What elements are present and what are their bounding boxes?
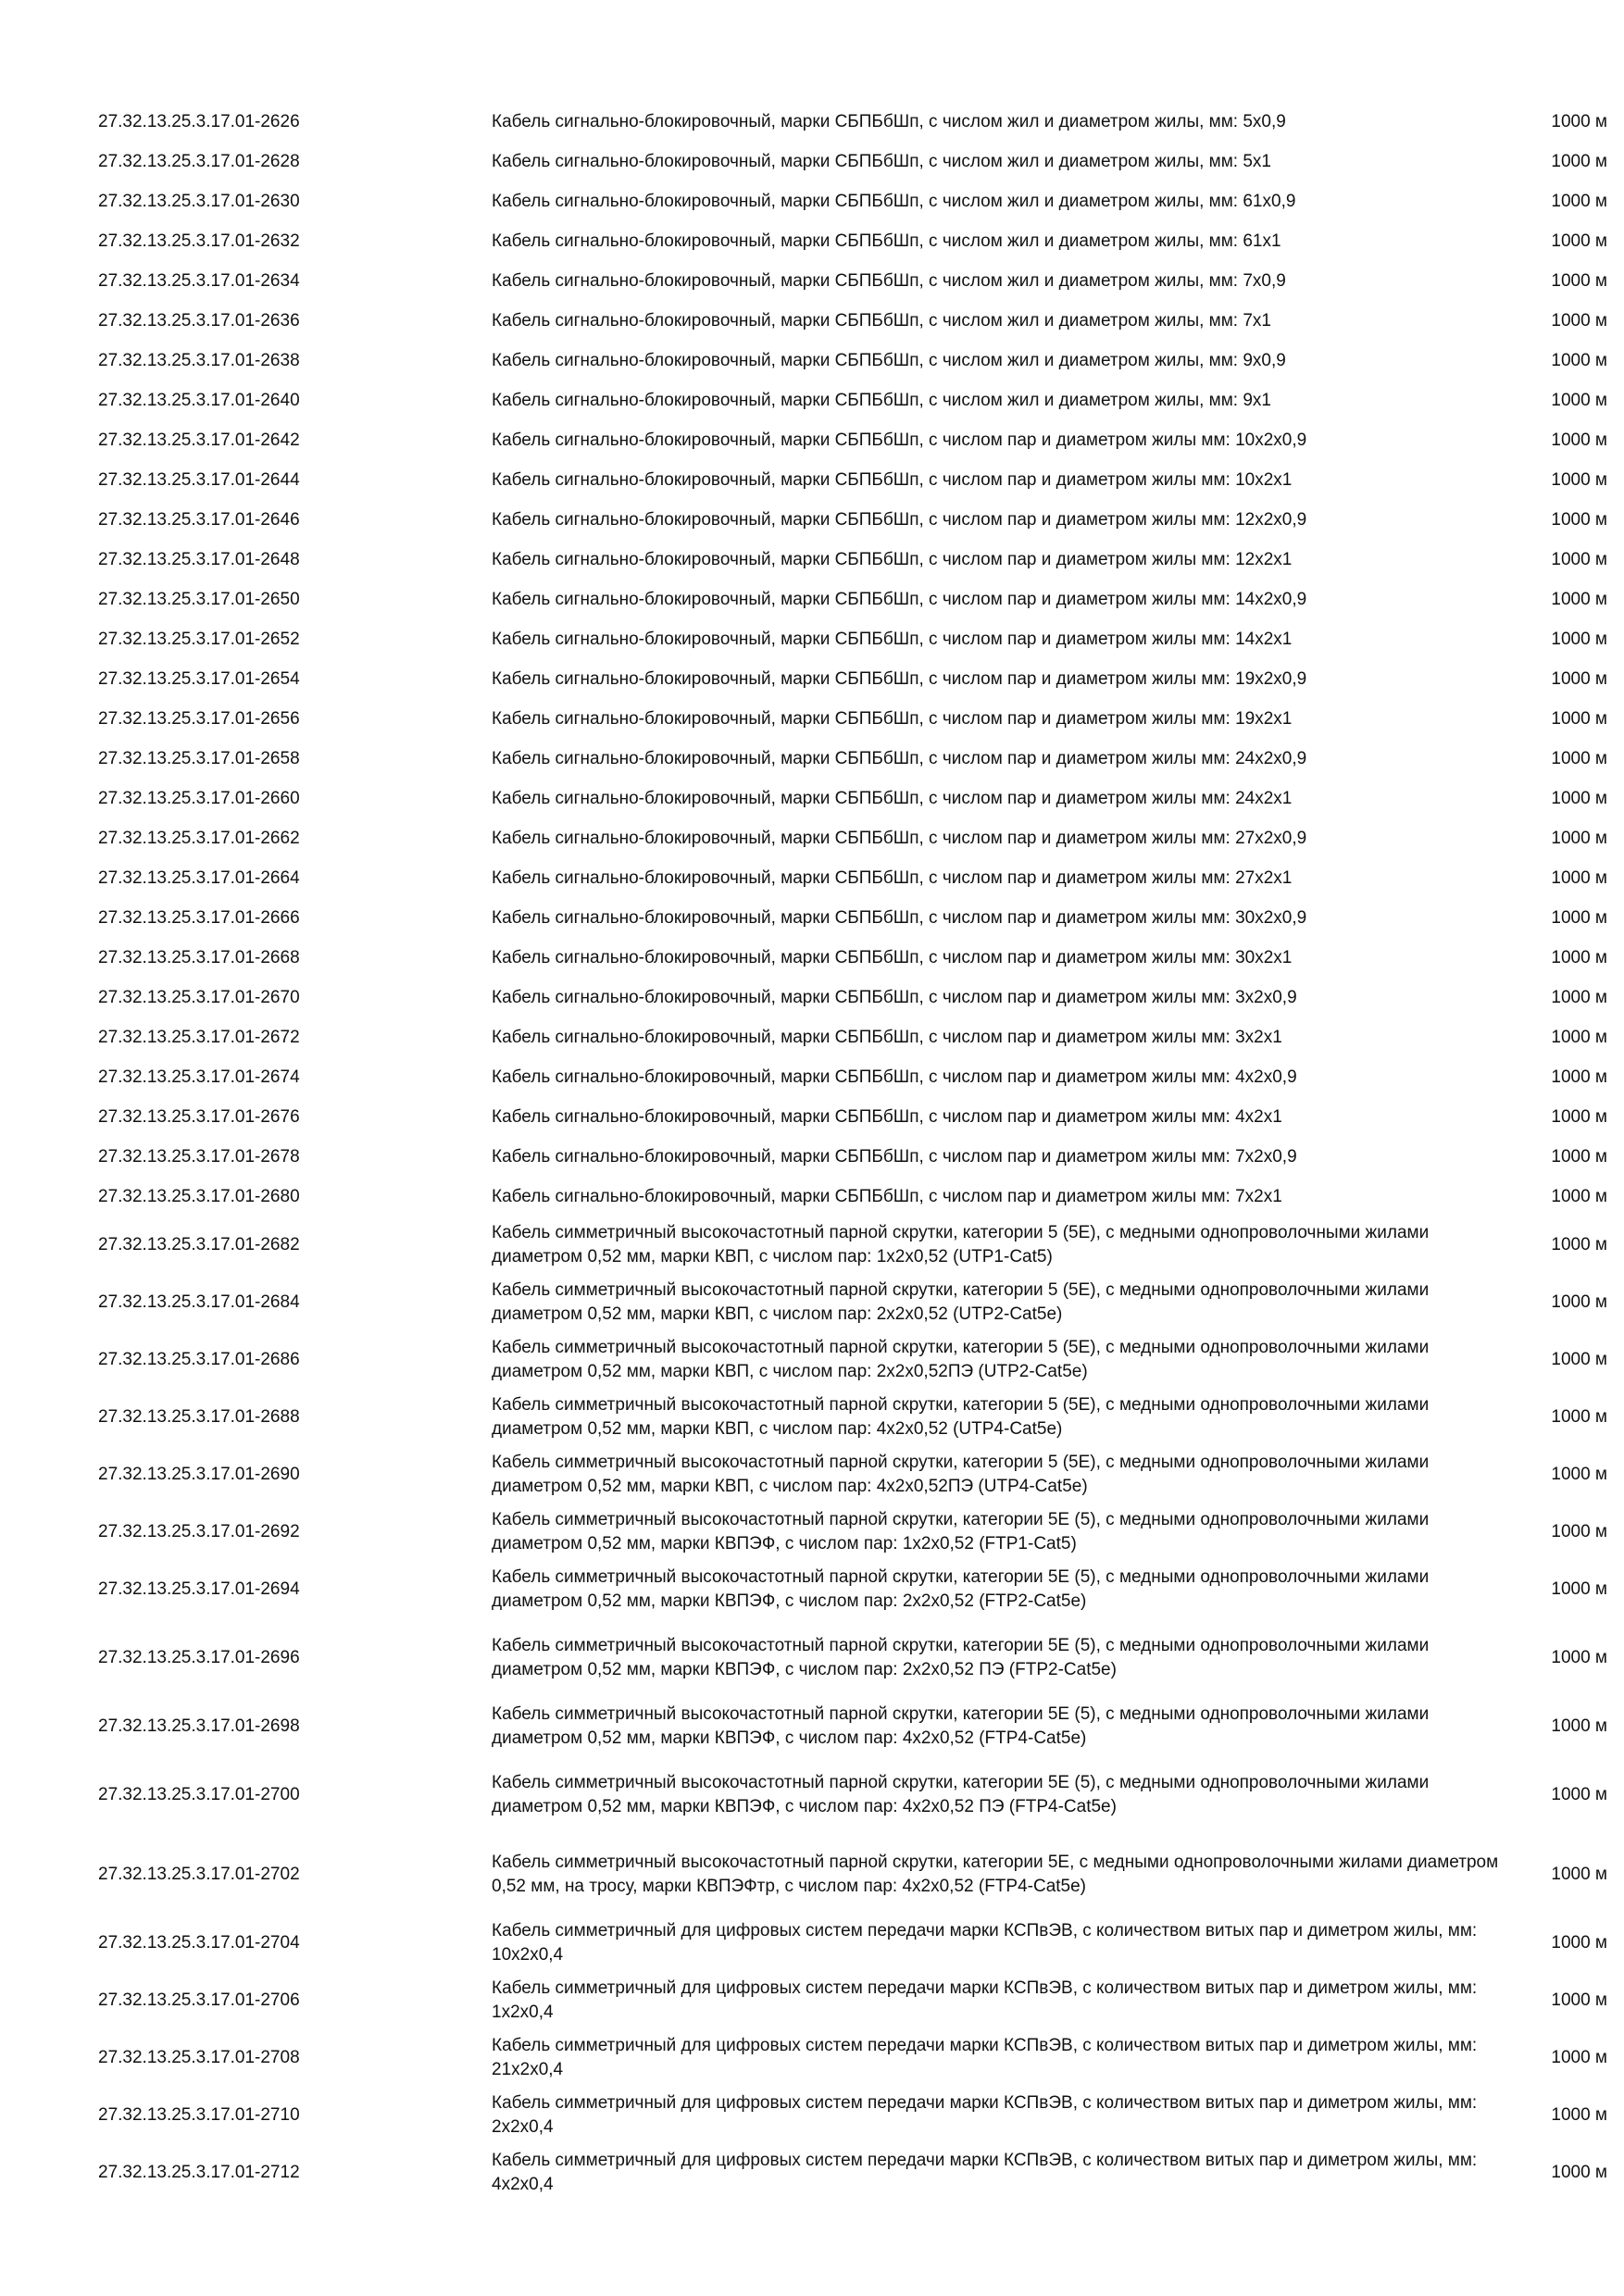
resource-code: 27.32.13.25.3.17.01-2632 (98, 231, 300, 251)
resource-code: 27.32.13.25.3.17.01-2636 (98, 310, 300, 331)
resource-code: 27.32.13.25.3.17.01-2664 (98, 867, 300, 888)
resource-unit: 1000 м (1551, 151, 1607, 171)
resource-name: Кабель симметричный для цифровых систем передачи марки КСПвЭВ, с количеством витых пар и диметром жилы, мм: 4х2х0,4 (492, 2151, 1478, 2194)
table-row (93, 1972, 1617, 2029)
table-row (93, 1274, 1617, 1331)
table-row (93, 580, 1617, 619)
resource-unit: 1000 м (1551, 1186, 1607, 1206)
table-row (93, 2087, 1617, 2144)
table-row (93, 500, 1617, 540)
resource-name: Кабель симметричный высокочастотный парной скрутки, категории 5Е (5), с медными однопроволочными жилами диаметром 0,52 мм, марки КВПЭФ, с числом пар: 2х2х0,52 (FTP2-Cat5e) (492, 1567, 1430, 1611)
resource-name: Кабель сигнально-блокировочный, марки СБПБбШп, с числом жил и диаметром жилы, мм: 61х0,9 (492, 191, 1296, 211)
resource-code: 27.32.13.25.3.17.01-2668 (98, 947, 300, 967)
table-row (93, 779, 1617, 818)
resource-name: Кабель симметричный для цифровых систем передачи марки КСПвЭВ, с количеством витых пар и диметром жилы, мм: 21х2х0,4 (492, 2036, 1478, 2079)
resource-code: 27.32.13.25.3.17.01-2706 (98, 1990, 300, 2010)
resource-code: 27.32.13.25.3.17.01-2686 (98, 1350, 300, 1369)
resource-unit: 1000 м (1551, 270, 1607, 291)
resource-unit: 1000 м (1551, 1106, 1607, 1127)
table-row (93, 142, 1617, 181)
table-row (93, 341, 1617, 381)
resource-name: Кабель сигнально-блокировочный, марки СБПБбШп, с числом пар и диаметром жилы мм: 27х2х0,9 (492, 828, 1307, 848)
resource-unit: 1000 м (1551, 430, 1607, 450)
table-row (93, 699, 1617, 739)
resource-code: 27.32.13.25.3.17.01-2646 (98, 509, 300, 530)
resource-name: Кабель сигнально-блокировочный, марки СБПБбШп, с числом жил и диаметром жилы, мм: 7х0,9 (492, 270, 1286, 291)
resource-unit: 1000 м (1551, 589, 1607, 609)
table-row (93, 739, 1617, 779)
resource-name: Кабель сигнально-блокировочный, марки СБПБбШп, с числом пар и диаметром жилы мм: 27х2х1 (492, 867, 1293, 888)
table-row (93, 261, 1617, 301)
resource-code: 27.32.13.25.3.17.01-2654 (98, 668, 300, 689)
table-row (93, 659, 1617, 699)
table-row (93, 1017, 1617, 1057)
resource-code: 27.32.13.25.3.17.01-2644 (98, 469, 300, 490)
resource-code: 27.32.13.25.3.17.01-2626 (98, 111, 300, 131)
resource-name: Кабель сигнально-блокировочный, марки СБПБбШп, с числом пар и диаметром жилы мм: 4х2х1 (492, 1106, 1282, 1127)
resource-code: 27.32.13.25.3.17.01-2640 (98, 390, 300, 410)
resource-name: Кабель сигнально-блокировочный, марки СБПБбШп, с числом пар и диаметром жилы мм: 4х2х0,9 (492, 1067, 1297, 1087)
resource-code: 27.32.13.25.3.17.01-2708 (98, 2048, 300, 2067)
resource-name: Кабель сигнально-блокировочный, марки СБПБбШп, с числом пар и диаметром жилы мм: 24х2х0,9 (492, 748, 1307, 768)
resource-unit: 1000 м (1551, 1522, 1607, 1541)
resource-name: Кабель сигнально-блокировочный, марки СБПБбШп, с числом пар и диаметром жилы мм: 10х2х1 (492, 469, 1293, 490)
resource-unit: 1000 м (1551, 1350, 1607, 1369)
resource-table (93, 102, 1617, 2202)
table-row (93, 1755, 1617, 1835)
resource-code: 27.32.13.25.3.17.01-2660 (98, 788, 300, 808)
resource-name: Кабель сигнально-блокировочный, марки СБПБбШп, с числом пар и диаметром жилы мм: 30х2х1 (492, 947, 1293, 967)
resource-code: 27.32.13.25.3.17.01-2658 (98, 748, 300, 768)
resource-code: 27.32.13.25.3.17.01-2656 (98, 708, 300, 729)
resource-unit: 1000 м (1551, 2105, 1607, 2125)
resource-code: 27.32.13.25.3.17.01-2648 (98, 549, 300, 569)
resource-name: Кабель сигнально-блокировочный, марки СБПБбШп, с числом пар и диаметром жилы мм: 12х2х1 (492, 549, 1293, 569)
resource-unit: 1000 м (1551, 1933, 1607, 1953)
resource-name: Кабель сигнально-блокировочный, марки СБПБбШп, с числом пар и диаметром жилы мм: 24х2х1 (492, 788, 1293, 808)
resource-code: 27.32.13.25.3.17.01-2692 (98, 1522, 300, 1541)
resource-code: 27.32.13.25.3.17.01-2662 (98, 828, 300, 848)
resource-code: 27.32.13.25.3.17.01-2628 (98, 151, 300, 171)
resource-unit: 1000 м (1551, 1990, 1607, 2010)
table-row (93, 898, 1617, 938)
resource-unit: 1000 м (1551, 1716, 1607, 1736)
resource-code: 27.32.13.25.3.17.01-2700 (98, 1785, 300, 1804)
resource-name: Кабель сигнально-блокировочный, марки СБПБбШп, с числом жил и диаметром жилы, мм: 9х1 (492, 390, 1272, 410)
resource-name: Кабель сигнально-блокировочный, марки СБПБбШп, с числом пар и диаметром жилы мм: 14х2х0,9 (492, 589, 1307, 609)
resource-code: 27.32.13.25.3.17.01-2638 (98, 350, 300, 370)
table-row (93, 420, 1617, 460)
resource-unit: 1000 м (1551, 310, 1607, 331)
resource-name: Кабель симметричный высокочастотный парной скрутки, категории 5 (5Е), с медными однопроволочными жилами диаметром 0,52 мм, марки КВП, с числом пар: 2х2х0,52ПЭ (UTP2-Cat5e) (492, 1338, 1430, 1381)
resource-code: 27.32.13.25.3.17.01-2694 (98, 1579, 300, 1599)
table-row (93, 2144, 1617, 2202)
resource-name: Кабель симметричный высокочастотный парной скрутки, категории 5 (5Е), с медными однопроволочными жилами диаметром 0,52 мм, марки КВП, с числом пар: 2х2х0,52 (UTP2-Cat5e) (492, 1280, 1430, 1324)
resource-unit: 1000 м (1551, 1027, 1607, 1047)
resource-code: 27.32.13.25.3.17.01-2688 (98, 1407, 300, 1427)
resource-code: 27.32.13.25.3.17.01-2702 (98, 1865, 300, 1884)
table-row (93, 1331, 1617, 1389)
resource-name: Кабель сигнально-блокировочный, марки СБПБбШп, с числом пар и диаметром жилы мм: 7х2х0,9 (492, 1146, 1297, 1167)
table-row (93, 1618, 1617, 1698)
resource-name: Кабель симметричный высокочастотный парной скрутки, категории 5 (5Е), с медными однопроволочными жилами диаметром 0,52 мм, марки КВП, с числом пар: 4х2х0,52ПЭ (UTP4-Cat5e) (492, 1453, 1430, 1496)
resource-code: 27.32.13.25.3.17.01-2672 (98, 1027, 300, 1047)
table-row (93, 460, 1617, 500)
resource-name: Кабель сигнально-блокировочный, марки СБПБбШп, с числом пар и диаметром жилы мм: 3х2х1 (492, 1027, 1282, 1047)
resource-name: Кабель сигнально-блокировочный, марки СБПБбШп, с числом жил и диаметром жилы, мм: 9х0,9 (492, 350, 1286, 370)
resource-name: Кабель сигнально-блокировочный, марки СБПБбШп, с числом пар и диаметром жилы мм: 19х2х0,9 (492, 668, 1307, 689)
table-row (93, 1698, 1617, 1755)
table-row (93, 381, 1617, 420)
resource-code: 27.32.13.25.3.17.01-2642 (98, 430, 300, 450)
resource-name: Кабель сигнально-блокировочный, марки СБПБбШп, с числом жил и диаметром жилы, мм: 5х1 (492, 151, 1272, 171)
resource-name: Кабель сигнально-блокировочный, марки СБПБбШп, с числом пар и диаметром жилы мм: 10х2х0,9 (492, 430, 1307, 450)
resource-unit: 1000 м (1551, 469, 1607, 490)
resource-unit: 1000 м (1551, 867, 1607, 888)
resource-name: Кабель симметричный высокочастотный парной скрутки, категории 5Е (5), с медными однопроволочными жилами диаметром 0,52 мм, марки КВПЭФ, с числом пар: 1х2х0,52 (FTP1-Cat5) (492, 1510, 1430, 1554)
resource-name: Кабель сигнально-блокировочный, марки СБПБбШп, с числом пар и диаметром жилы мм: 7х2х1 (492, 1186, 1282, 1206)
resource-name: Кабель симметричный для цифровых систем передачи марки КСПвЭВ, с количеством витых пар и диметром жилы, мм: 1х2х0,4 (492, 1978, 1478, 2022)
resource-code: 27.32.13.25.3.17.01-2670 (98, 987, 300, 1007)
table-row (93, 978, 1617, 1017)
resource-name: Кабель сигнально-блокировочный, марки СБПБбШп, с числом жил и диаметром жилы, мм: 7х1 (492, 310, 1272, 331)
table-row (93, 540, 1617, 580)
resource-unit: 1000 м (1551, 390, 1607, 410)
resource-code: 27.32.13.25.3.17.01-2684 (98, 1292, 300, 1312)
resource-unit: 1000 м (1551, 1465, 1607, 1484)
resource-name: Кабель сигнально-блокировочный, марки СБПБбШп, с числом пар и диаметром жилы мм: 3х2х0,9 (492, 987, 1297, 1007)
resource-unit: 1000 м (1551, 1865, 1607, 1884)
table-row (93, 301, 1617, 341)
resource-name: Кабель симметричный высокочастотный парной скрутки, категории 5 (5Е), с медными однопроволочными жилами диаметром 0,52 мм, марки КВП, с числом пар: 1х2х0,52 (UTP1-Cat5) (492, 1223, 1430, 1267)
resource-unit: 1000 м (1551, 350, 1607, 370)
table-row (93, 818, 1617, 858)
resource-unit: 1000 м (1551, 111, 1607, 131)
resource-code: 27.32.13.25.3.17.01-2652 (98, 629, 300, 649)
resource-unit: 1000 м (1551, 1292, 1607, 1312)
resource-unit: 1000 м (1551, 1067, 1607, 1087)
resource-unit: 1000 м (1551, 2163, 1607, 2182)
table-row (93, 102, 1617, 142)
resource-unit: 1000 м (1551, 509, 1607, 530)
resource-name: Кабель симметричный для цифровых систем передачи марки КСПвЭВ, с количеством витых пар и диметром жилы, мм: 10х2х0,4 (492, 1921, 1478, 1965)
resource-name: Кабель сигнально-блокировочный, марки СБПБбШп, с числом пар и диаметром жилы мм: 30х2х0,9 (492, 907, 1307, 928)
table-row (93, 1097, 1617, 1137)
table-row (93, 181, 1617, 221)
resource-unit: 1000 м (1551, 828, 1607, 848)
table-row (93, 1217, 1617, 1274)
resource-name: Кабель сигнально-блокировочный, марки СБПБбШп, с числом пар и диаметром жилы мм: 14х2х1 (492, 629, 1293, 649)
resource-unit: 1000 м (1551, 1579, 1607, 1599)
resource-unit: 1000 м (1551, 1648, 1607, 1667)
table-row (93, 1504, 1617, 1561)
table-row (93, 858, 1617, 898)
resource-unit: 1000 м (1551, 1785, 1607, 1804)
resource-name: Кабель сигнально-блокировочный, марки СБПБбШп, с числом жил и диаметром жилы, мм: 5х0,9 (492, 111, 1286, 131)
table-row (93, 1835, 1617, 1915)
table-row (93, 1389, 1617, 1446)
resource-code: 27.32.13.25.3.17.01-2680 (98, 1186, 300, 1206)
resource-code: 27.32.13.25.3.17.01-2696 (98, 1648, 300, 1667)
table-row (93, 619, 1617, 659)
resource-unit: 1000 м (1551, 629, 1607, 649)
resource-name: Кабель симметричный высокочастотный парной скрутки, категории 5Е (5), с медными однопроволочными жилами диаметром 0,52 мм, марки КВПЭФ, с числом пар: 4х2х0,52 ПЭ (FTP4-Cat5e) (492, 1773, 1430, 1816)
resource-unit: 1000 м (1551, 907, 1607, 928)
resource-code: 27.32.13.25.3.17.01-2650 (98, 589, 300, 609)
resource-code: 27.32.13.25.3.17.01-2630 (98, 191, 300, 211)
table-row (93, 1137, 1617, 1177)
resource-unit: 1000 м (1551, 987, 1607, 1007)
table-row (93, 1446, 1617, 1504)
resource-code: 27.32.13.25.3.17.01-2710 (98, 2105, 300, 2125)
resource-name: Кабель симметричный высокочастотный парной скрутки, категории 5Е (5), с медными однопроволочными жилами диаметром 0,52 мм, марки КВПЭФ, с числом пар: 2х2х0,52 ПЭ (FTP2-Cat5e) (492, 1636, 1430, 1679)
resource-unit: 1000 м (1551, 549, 1607, 569)
resource-unit: 1000 м (1551, 708, 1607, 729)
table-row (93, 1177, 1617, 1217)
resource-unit: 1000 м (1551, 668, 1607, 689)
resource-unit: 1000 м (1551, 1235, 1607, 1254)
resource-name: Кабель симметричный высокочастотный парной скрутки, категории 5 (5Е), с медными однопроволочными жилами диаметром 0,52 мм, марки КВП, с числом пар: 4х2х0,52 (UTP4-Cat5e) (492, 1395, 1430, 1439)
resource-code: 27.32.13.25.3.17.01-2690 (98, 1465, 300, 1484)
resource-name: Кабель симметричный высокочастотный парной скрутки, категории 5Е, с медными однопроволочными жилами диаметром 0,52 мм, на тросу, марки КВПЭФтр, с числом пар: 4х2х0,52 (FTP4-Cat5e) (492, 1853, 1499, 1896)
resource-unit: 1000 м (1551, 748, 1607, 768)
resource-code: 27.32.13.25.3.17.01-2674 (98, 1067, 300, 1087)
table-body (93, 102, 1617, 2202)
table-row (93, 1057, 1617, 1097)
resource-name: Кабель симметричный высокочастотный парной скрутки, категории 5Е (5), с медными однопроволочными жилами диаметром 0,52 мм, марки КВПЭФ, с числом пар: 4х2х0,52 (FTP4-Cat5e) (492, 1704, 1430, 1748)
resource-code: 27.32.13.25.3.17.01-2698 (98, 1716, 300, 1736)
resource-unit: 1000 м (1551, 947, 1607, 967)
resource-code: 27.32.13.25.3.17.01-2634 (98, 270, 300, 291)
resource-unit: 1000 м (1551, 1146, 1607, 1167)
resource-code: 27.32.13.25.3.17.01-2704 (98, 1933, 300, 1953)
resource-unit: 1000 м (1551, 788, 1607, 808)
resource-code: 27.32.13.25.3.17.01-2666 (98, 907, 300, 928)
resource-code: 27.32.13.25.3.17.01-2678 (98, 1146, 300, 1167)
table-row (93, 2029, 1617, 2087)
resource-code: 27.32.13.25.3.17.01-2712 (98, 2163, 300, 2182)
resource-unit: 1000 м (1551, 2048, 1607, 2067)
resource-unit: 1000 м (1551, 1407, 1607, 1427)
resource-unit: 1000 м (1551, 191, 1607, 211)
resource-code: 27.32.13.25.3.17.01-2676 (98, 1106, 300, 1127)
resource-name: Кабель сигнально-блокировочный, марки СБПБбШп, с числом пар и диаметром жилы мм: 12х2х0,9 (492, 509, 1307, 530)
table-row (93, 221, 1617, 261)
table-row (93, 938, 1617, 978)
table-row (93, 1915, 1617, 1972)
resource-unit: 1000 м (1551, 231, 1607, 251)
resource-name: Кабель сигнально-блокировочный, марки СБПБбШп, с числом жил и диаметром жилы, мм: 61х1 (492, 231, 1281, 251)
resource-code: 27.32.13.25.3.17.01-2682 (98, 1235, 300, 1254)
resource-name: Кабель сигнально-блокировочный, марки СБПБбШп, с числом пар и диаметром жилы мм: 19х2х1 (492, 708, 1293, 729)
table-row (93, 1561, 1617, 1618)
resource-name: Кабель симметричный для цифровых систем передачи марки КСПвЭВ, с количеством витых пар и диметром жилы, мм: 2х2х0,4 (492, 2093, 1478, 2137)
